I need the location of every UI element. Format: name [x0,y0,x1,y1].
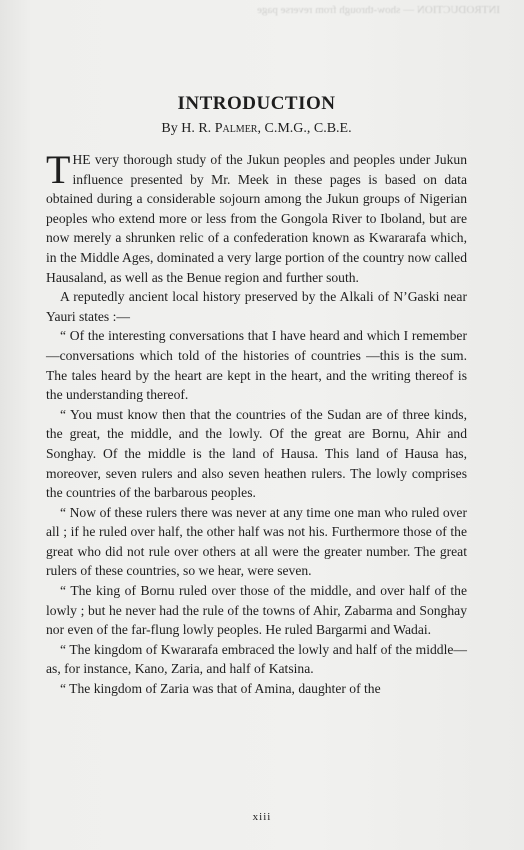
paragraph-text: HE very thorough study of the Jukun peoples and peoples under Jukun influence presented by Mr. Meek in these pages is based on data obtained during a considerable sojourn among the Jukun groups of Nigerian peoples who extend more or less from the Gongola River to Iboland, but are now merely a shrunken relic of a confederation known as Kwararafa which, in the Middle Ages, dominated a very large portion of the country now called Hausaland, as well as the Benue region and further south. [46,152,467,285]
page-number: xiii [252,811,272,823]
paragraph: A reputedly ancient local history preserved by the Alkali of N’Gaski near Yauri states :— [46,289,467,324]
byline-prefix: By H. R. [161,121,212,136]
page-content [46,93,467,699]
show-through-text: INTRODUCTION — show-through from reverse page [257,4,500,16]
page-title: INTRODUCTION [177,93,336,114]
body-text [46,147,467,699]
paragraph: “ Of the interesting conversations that I have heard and which I remember—conversations which told of the histories of countries —this is the sum. The tales heard by the heart are kept in the heart, and the writing thereof is the understanding thereof. [46,328,467,403]
paragraph: “ You must know then that the countries of the Sudan are of three kinds, the great, the middle, and the lowly. Of the great are Bornu, Ahir and Songhay. Of the middle is the land of Hausa. This land of Hausa has, moreover, seven rulers and also seven heathen rulers. The lowly comprises the countries of the barbarous peoples. [46,406,467,501]
drop-cap: T [46,147,71,192]
paragraph: “ Now of these rulers there was never at any time one man who ruled over all ; if he ruled over half, the other half was not his. Furthermore those of the great who did not rule over others at all were the greater number. The great rulers of these countries, so we hear, were seven. [46,504,467,579]
author-name: Palmer [214,121,258,136]
paragraph: “ The kingdom of Kwararafa embraced the lowly and half of the middle—as, for instance, Kano, Zaria, and half of Katsina. [46,641,467,677]
byline-honours: , C.M.G., C.B.E. [257,121,352,136]
paragraph [46,147,467,287]
paragraph: “ The king of Bornu ruled over those of the middle, and over half of the lowly ; but he never had the rule of the towns of Ahir, Zabarma and Songhay nor even of the far-flung lowly peoples. He ruled Bargarmi and Wadai. [46,583,467,638]
byline [46,120,467,138]
paragraph: “ The kingdom of Zaria was that of Amina, daughter of the [60,681,381,697]
